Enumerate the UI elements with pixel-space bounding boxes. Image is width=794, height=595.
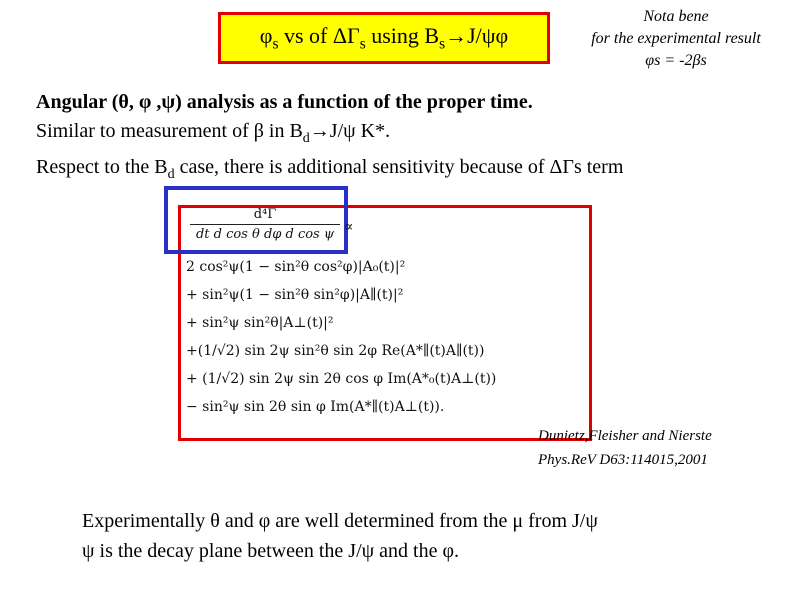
bottom-notes (82, 506, 598, 566)
body-line-1-end: . (527, 91, 533, 113)
body-line-2-pre: Similar to measurement of β in B (36, 120, 303, 142)
reference-journal: Phys.ReV D63:114015,2001 (538, 452, 708, 468)
slide-title (218, 12, 550, 64)
title-vs: vs of ΔΓ (278, 22, 360, 48)
body-line-3 (36, 153, 623, 189)
bottom-line-1: Experimentally θ and φ are well determined from the μ from J/ψ (82, 510, 598, 532)
nota-line-2: for the experimental result (591, 30, 761, 47)
formula-numerator: d⁴Γ (190, 207, 340, 225)
reference-authors: Dunietz,Fleisher and Nierste (538, 428, 712, 444)
nota-line-3: φs = -2βs (645, 52, 707, 69)
title-sub-1: s (272, 35, 279, 53)
body-line-3-post: case, there is additional sensitivity because of ΔΓs term (174, 156, 624, 178)
formula-term-5: + (1/√2) sin 2ψ sin 2θ cos φ Im(A*₀(t)A⊥(t)) (186, 371, 497, 387)
title-sub-3: s (439, 35, 446, 53)
title-decay: J/ψφ (467, 22, 509, 48)
body-line-3-pre: Respect to the B (36, 156, 168, 178)
body-line-2-arrow: → (309, 120, 330, 142)
title-arrow: → (445, 22, 468, 48)
title-using: using B (365, 22, 440, 48)
nota-line-1: Nota bene (643, 8, 709, 25)
formula-fraction (190, 207, 340, 242)
angular-distribution-formula (186, 205, 532, 437)
body-line-2 (36, 117, 623, 153)
formula-denominator: dt d cos θ dφ d cos ψ (195, 227, 335, 242)
body-line-3-sub: d (167, 167, 175, 182)
reference-citation (538, 424, 712, 472)
nota-bene-note (560, 6, 792, 72)
formula-term-2: + sin²ψ(1 − sin²θ sin²φ)|A∥(t)|² (186, 287, 404, 303)
formula-term-4: +(1/√2) sin 2ψ sin²θ sin 2φ Re(A*∥(t)A∥(t)) (186, 343, 485, 359)
formula-propto: ∝ (344, 219, 354, 235)
formula-term-6: − sin²ψ sin 2θ sin φ Im(A*∥(t)A⊥(t)). (186, 399, 445, 415)
body-paragraph (36, 88, 623, 189)
bottom-line-2: ψ is the decay plane between the J/ψ and the φ. (82, 540, 460, 562)
formula-term-3: + sin²ψ sin²θ|A⊥(t)|² (186, 315, 334, 331)
title-sub-2: s (359, 35, 366, 53)
body-line-1-bold: Angular (θ, φ ,ψ) analysis as a function of the (36, 91, 427, 113)
formula-term-1: 2 cos²ψ(1 − sin²θ cos²φ)|A₀(t)|² (186, 259, 406, 275)
body-line-2-sub: d (302, 131, 310, 146)
body-line-1-proper-time: proper time (426, 91, 528, 113)
title-text (260, 23, 508, 53)
title-phi: φ (259, 22, 273, 48)
body-line-1 (36, 88, 623, 117)
body-line-2-post: J/ψ K*. (329, 120, 391, 142)
